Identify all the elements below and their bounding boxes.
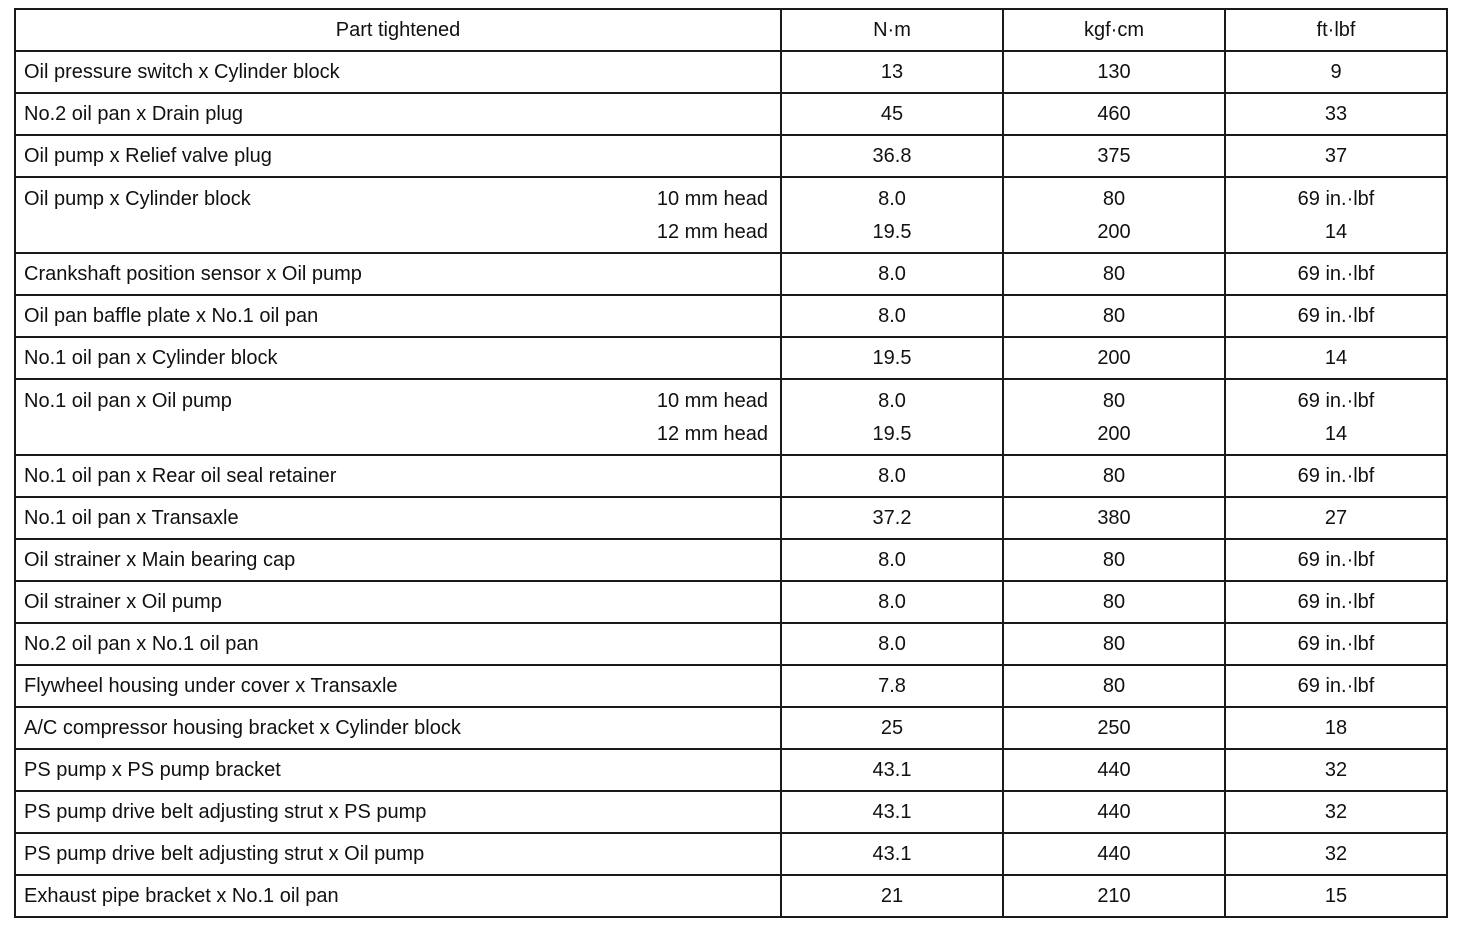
- ft-lbf-cell-value: 69 in.·lbf: [1297, 304, 1375, 327]
- part-line: [24, 498, 780, 538]
- nm-cell-value: 21: [880, 884, 904, 907]
- kgf-cm-cell-value: 80: [1102, 390, 1126, 412]
- kgf-cm-cell-value: 200: [1097, 346, 1131, 369]
- ft-lbf-cell-value: 32: [1324, 758, 1348, 781]
- table-row: [15, 665, 1447, 707]
- part-name: Exhaust pipe bracket x No.1 oil pan: [24, 884, 339, 907]
- ft-lbf-cell: [1225, 379, 1447, 455]
- nm-cell-value: 8.0: [878, 262, 906, 285]
- ft-lbf-cell-value: 32: [1324, 842, 1348, 865]
- table-row: [15, 623, 1447, 665]
- part-name: No.1 oil pan x Rear oil seal retainer: [24, 464, 337, 487]
- nm-cell: [781, 581, 1003, 623]
- nm-cell-value: 13: [880, 60, 904, 83]
- ft-lbf-cell-value: 69 in.·lbf: [1297, 548, 1375, 571]
- ft-lbf-cell-value: 14: [1324, 346, 1348, 369]
- kgf-cm-cell-value: 375: [1097, 144, 1131, 167]
- ft-lbf-cell: [1225, 253, 1447, 295]
- part-name: Oil pump x Relief valve plug: [24, 144, 272, 167]
- ft-lbf-cell: [1225, 581, 1447, 623]
- nm-cell-value: 45: [880, 102, 904, 125]
- table-row: [15, 455, 1447, 497]
- part-name: Flywheel housing under cover x Transaxle: [24, 674, 398, 697]
- kgf-cm-cell-value: 80: [1102, 632, 1126, 655]
- kgf-cm-cell: [1003, 665, 1225, 707]
- kgf-cm-cell: [1003, 295, 1225, 337]
- table-row: [15, 177, 1447, 253]
- table-row: [15, 875, 1447, 917]
- part-name: Oil pump x Cylinder block: [24, 188, 251, 210]
- part-line: [24, 708, 780, 748]
- part-sub-label: 12 mm head: [656, 221, 768, 243]
- kgf-cm-cell: [1003, 337, 1225, 379]
- part-line: [24, 750, 780, 790]
- part-cell: [15, 253, 781, 295]
- nm-cell: [781, 791, 1003, 833]
- kgf-cm-cell-value: 80: [1102, 188, 1126, 210]
- nm-cell: [781, 379, 1003, 455]
- part-name: No.1 oil pan x Oil pump: [24, 390, 232, 412]
- header-kgf-cm: kgf·cm: [1003, 9, 1225, 51]
- part-cell: [15, 707, 781, 749]
- nm-cell-value: 8.0: [878, 188, 906, 210]
- part-name: Crankshaft position sensor x Oil pump: [24, 262, 362, 285]
- kgf-cm-cell-value: 130: [1097, 60, 1131, 83]
- ft-lbf-cell: [1225, 665, 1447, 707]
- table-row: [15, 295, 1447, 337]
- ft-lbf-cell-value: 14: [1324, 221, 1348, 243]
- nm-cell: [781, 497, 1003, 539]
- part-line: [24, 254, 780, 294]
- ft-lbf-cell-value: 69 in.·lbf: [1297, 464, 1375, 487]
- table-row: [15, 497, 1447, 539]
- part-name: Oil strainer x Main bearing cap: [24, 548, 296, 571]
- nm-cell-value: 7.8: [878, 674, 906, 697]
- ft-lbf-cell-value: 32: [1324, 800, 1348, 823]
- part-name: PS pump drive belt adjusting strut x PS pump: [24, 800, 427, 823]
- part-sub-label: 12 mm head: [656, 423, 768, 445]
- kgf-cm-cell-value: 80: [1102, 590, 1126, 613]
- part-cell: [15, 295, 781, 337]
- part-line: [24, 876, 780, 916]
- table-header-row: [15, 9, 1447, 51]
- ft-lbf-cell: [1225, 497, 1447, 539]
- part-name: PS pump x PS pump bracket: [24, 758, 281, 781]
- part-cell: [15, 337, 781, 379]
- kgf-cm-cell-value: 80: [1102, 304, 1126, 327]
- ft-lbf-cell: [1225, 93, 1447, 135]
- part-line: [24, 338, 780, 378]
- kgf-cm-cell-value: 440: [1097, 758, 1131, 781]
- kgf-cm-cell-value: 380: [1097, 506, 1131, 529]
- ft-lbf-cell: [1225, 135, 1447, 177]
- ft-lbf-cell-value: 27: [1324, 506, 1348, 529]
- kgf-cm-cell: [1003, 749, 1225, 791]
- table-row: [15, 581, 1447, 623]
- kgf-cm-cell: [1003, 875, 1225, 917]
- nm-cell-value: 43.1: [872, 800, 912, 823]
- kgf-cm-cell-value: 80: [1102, 674, 1126, 697]
- nm-cell-value: 8.0: [878, 390, 906, 412]
- part-line: [24, 216, 780, 249]
- kgf-cm-cell: [1003, 833, 1225, 875]
- part-cell: [15, 497, 781, 539]
- table-row: [15, 337, 1447, 379]
- ft-lbf-cell-value: 15: [1324, 884, 1348, 907]
- part-name: A/C compressor housing bracket x Cylinder block: [24, 716, 461, 739]
- ft-lbf-cell-value: 69 in.·lbf: [1297, 590, 1375, 613]
- part-line: [24, 456, 780, 496]
- ft-lbf-cell: [1225, 295, 1447, 337]
- part-line: [24, 624, 780, 664]
- part-cell: [15, 135, 781, 177]
- nm-cell-value: 36.8: [872, 144, 912, 167]
- ft-lbf-cell: [1225, 539, 1447, 581]
- table-row: [15, 135, 1447, 177]
- ft-lbf-cell: [1225, 51, 1447, 93]
- nm-cell: [781, 177, 1003, 253]
- part-line: [24, 540, 780, 580]
- part-cell: [15, 791, 781, 833]
- ft-lbf-cell-value: 14: [1324, 423, 1348, 445]
- kgf-cm-cell-value: 210: [1097, 884, 1131, 907]
- kgf-cm-cell-value: 440: [1097, 842, 1131, 865]
- part-name: Oil strainer x Oil pump: [24, 590, 222, 613]
- kgf-cm-cell-value: 250: [1097, 716, 1131, 739]
- nm-cell: [781, 295, 1003, 337]
- kgf-cm-cell: [1003, 177, 1225, 253]
- part-name: No.2 oil pan x No.1 oil pan: [24, 632, 259, 655]
- nm-cell: [781, 539, 1003, 581]
- ft-lbf-cell-value: 69 in.·lbf: [1297, 262, 1375, 285]
- ft-lbf-cell: [1225, 707, 1447, 749]
- part-cell: [15, 177, 781, 253]
- part-name: Oil pressure switch x Cylinder block: [24, 60, 340, 83]
- kgf-cm-cell: [1003, 455, 1225, 497]
- ft-lbf-cell-value: 69 in.·lbf: [1297, 632, 1375, 655]
- ft-lbf-cell: [1225, 833, 1447, 875]
- ft-lbf-cell: [1225, 623, 1447, 665]
- part-name: Oil pan baffle plate x No.1 oil pan: [24, 304, 319, 327]
- ft-lbf-cell-value: 69 in.·lbf: [1297, 188, 1375, 210]
- part-cell: [15, 93, 781, 135]
- table-row: [15, 791, 1447, 833]
- table-row: [15, 539, 1447, 581]
- kgf-cm-cell-value: 80: [1102, 262, 1126, 285]
- kgf-cm-cell-value: 200: [1097, 423, 1131, 445]
- part-line: [24, 834, 780, 874]
- kgf-cm-cell-value: 200: [1097, 221, 1131, 243]
- nm-cell-value: 8.0: [878, 590, 906, 613]
- nm-cell-value: 43.1: [872, 758, 912, 781]
- kgf-cm-cell: [1003, 539, 1225, 581]
- part-line: [24, 582, 780, 622]
- nm-cell: [781, 749, 1003, 791]
- nm-cell: [781, 51, 1003, 93]
- ft-lbf-cell-value: 9: [1330, 60, 1342, 83]
- nm-cell: [781, 665, 1003, 707]
- part-cell: [15, 51, 781, 93]
- part-line: [24, 94, 780, 134]
- part-name: No.1 oil pan x Transaxle: [24, 506, 239, 529]
- part-sub-label: 10 mm head: [656, 390, 768, 412]
- table-row: [15, 253, 1447, 295]
- part-cell: [15, 833, 781, 875]
- part-line: [24, 296, 780, 336]
- part-cell: [15, 623, 781, 665]
- ft-lbf-cell: [1225, 749, 1447, 791]
- part-line: [24, 136, 780, 176]
- part-line: [24, 666, 780, 706]
- part-cell: [15, 379, 781, 455]
- ft-lbf-cell-value: 69 in.·lbf: [1297, 674, 1375, 697]
- part-sub-label: 10 mm head: [656, 188, 768, 210]
- kgf-cm-cell: [1003, 93, 1225, 135]
- nm-cell: [781, 93, 1003, 135]
- nm-cell-value: 19.5: [872, 346, 912, 369]
- nm-cell-value: 19.5: [872, 423, 912, 445]
- table-row: [15, 833, 1447, 875]
- part-cell: [15, 539, 781, 581]
- part-cell: [15, 665, 781, 707]
- kgf-cm-cell-value: 80: [1102, 548, 1126, 571]
- part-cell: [15, 875, 781, 917]
- ft-lbf-cell: [1225, 337, 1447, 379]
- kgf-cm-cell-value: 440: [1097, 800, 1131, 823]
- kgf-cm-cell-value: 80: [1102, 464, 1126, 487]
- kgf-cm-cell: [1003, 497, 1225, 539]
- nm-cell: [781, 707, 1003, 749]
- nm-cell: [781, 623, 1003, 665]
- part-name: No.1 oil pan x Cylinder block: [24, 346, 278, 369]
- nm-cell-value: 8.0: [878, 304, 906, 327]
- nm-cell-value: 8.0: [878, 548, 906, 571]
- part-line: [24, 792, 780, 832]
- part-cell: [15, 749, 781, 791]
- ft-lbf-cell-value: 33: [1324, 102, 1348, 125]
- nm-cell-value: 25: [880, 716, 904, 739]
- part-line: [24, 183, 780, 216]
- kgf-cm-cell: [1003, 379, 1225, 455]
- part-cell: [15, 581, 781, 623]
- part-cell: [15, 455, 781, 497]
- nm-cell-value: 8.0: [878, 464, 906, 487]
- nm-cell-value: 43.1: [872, 842, 912, 865]
- nm-cell: [781, 833, 1003, 875]
- part-line: [24, 418, 780, 451]
- ft-lbf-cell-value: 69 in.·lbf: [1297, 390, 1375, 412]
- nm-cell: [781, 135, 1003, 177]
- torque-spec-table: [14, 8, 1448, 918]
- ft-lbf-cell: [1225, 455, 1447, 497]
- kgf-cm-cell: [1003, 253, 1225, 295]
- kgf-cm-cell: [1003, 581, 1225, 623]
- part-line: [24, 385, 780, 418]
- nm-cell: [781, 875, 1003, 917]
- table-row: [15, 749, 1447, 791]
- header-ft-lbf: ft·lbf: [1225, 9, 1447, 51]
- nm-cell-value: 19.5: [872, 221, 912, 243]
- nm-cell-value: 37.2: [872, 506, 912, 529]
- ft-lbf-cell-value: 18: [1324, 716, 1348, 739]
- table-row: [15, 707, 1447, 749]
- kgf-cm-cell: [1003, 135, 1225, 177]
- ft-lbf-cell: [1225, 177, 1447, 253]
- table-row: [15, 379, 1447, 455]
- kgf-cm-cell: [1003, 791, 1225, 833]
- nm-cell: [781, 455, 1003, 497]
- nm-cell: [781, 253, 1003, 295]
- table-row: [15, 93, 1447, 135]
- kgf-cm-cell: [1003, 51, 1225, 93]
- part-name: No.2 oil pan x Drain plug: [24, 102, 244, 125]
- part-line: [24, 52, 780, 92]
- ft-lbf-cell-value: 37: [1324, 144, 1348, 167]
- header-part: Part tightened: [15, 9, 781, 51]
- table-row: [15, 51, 1447, 93]
- part-name: PS pump drive belt adjusting strut x Oil pump: [24, 842, 425, 865]
- kgf-cm-cell-value: 460: [1097, 102, 1131, 125]
- ft-lbf-cell: [1225, 875, 1447, 917]
- header-nm: N·m: [781, 9, 1003, 51]
- table-body: [15, 51, 1447, 917]
- kgf-cm-cell: [1003, 623, 1225, 665]
- ft-lbf-cell: [1225, 791, 1447, 833]
- nm-cell: [781, 337, 1003, 379]
- kgf-cm-cell: [1003, 707, 1225, 749]
- nm-cell-value: 8.0: [878, 632, 906, 655]
